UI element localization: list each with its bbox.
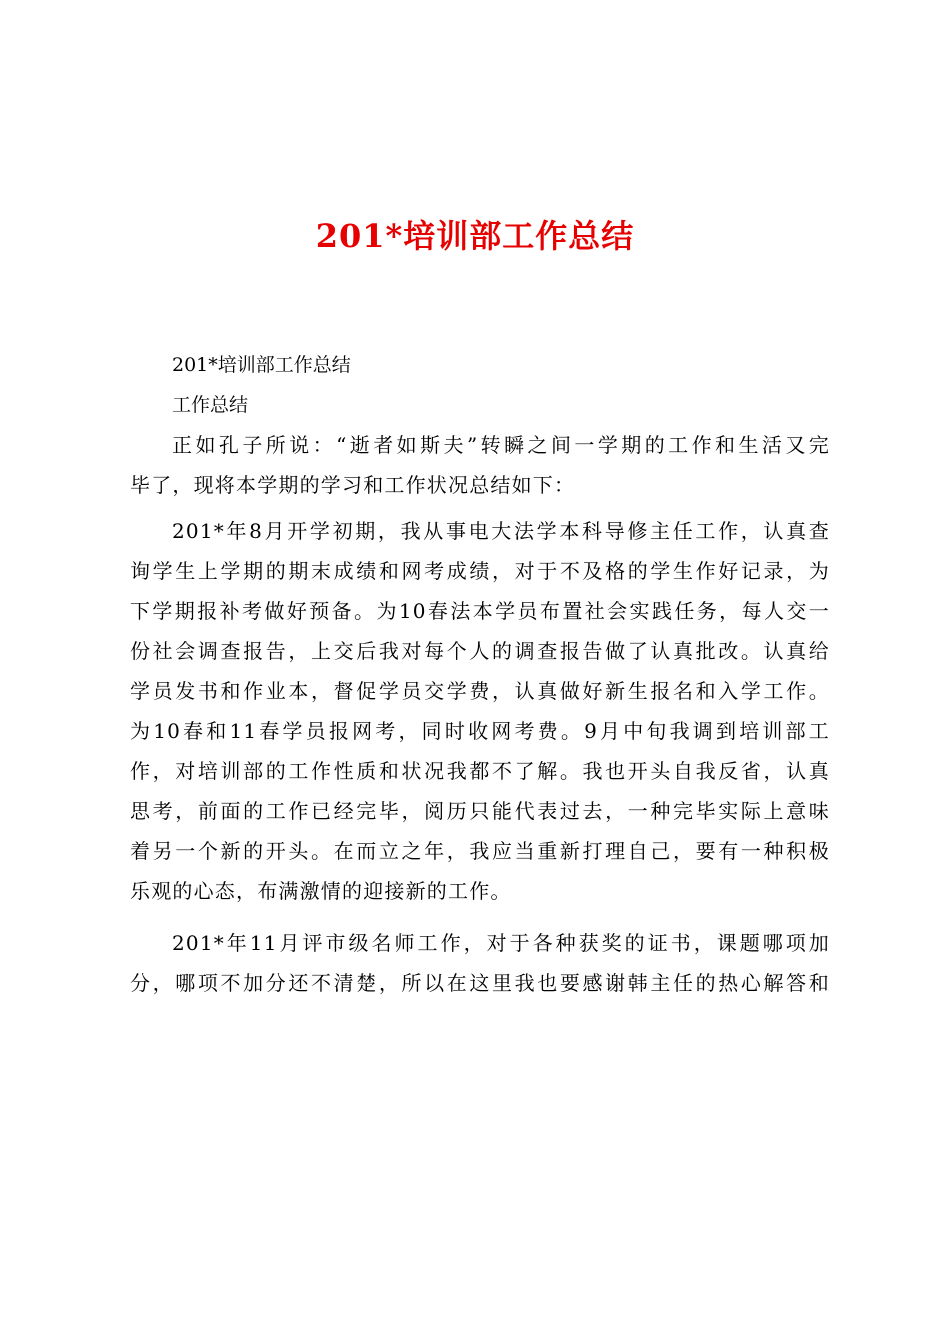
paragraph-line: 下学期报补考做好预备。为10春法本学员布置社会实践任务，每人交一 (130, 599, 830, 623)
paragraph-line: 乐观的心态，布满激情的迎接新的工作。 (130, 879, 512, 903)
document-body (130, 345, 830, 1003)
paragraph-line: 份社会调查报告，上交后我对每个人的调查报告做了认真批改。认真给 (130, 639, 830, 663)
paragraph-line: 201*年11月评市级名师工作，对于各种获奖的证书，课题哪项加 (172, 931, 830, 955)
document-title: 201*培训部工作总结 (315, 217, 635, 255)
paragraph-august (130, 511, 830, 911)
paragraph-november (130, 923, 830, 1003)
paragraph-line: 作，对培训部的工作性质和状况我都不了解。我也开头自我反省，认真 (130, 759, 830, 783)
paragraph-line: 201*年8月开学初期，我从事电大法学本科导修主任工作，认真查 (172, 519, 830, 543)
paragraph-line: 正如孔子所说：“逝者如斯夫”转瞬之间一学期的工作和生活又完 (172, 433, 830, 457)
paragraph-line: 思考，前面的工作已经完毕，阅历只能代表过去，一种完毕实际上意味 (130, 799, 830, 823)
paragraph-line: 毕了，现将本学期的学习和工作状况总结如下： (130, 473, 576, 497)
section-heading: 工作总结 (172, 394, 249, 416)
paragraph-line: 着另一个新的开头。在而立之年，我应当重新打理自己，要有一种积极 (130, 839, 830, 863)
paragraph-line: 为10春和11春学员报网考，同时收网考费。9月中旬我调到培训部工 (130, 719, 830, 743)
document-subtitle: 201*培训部工作总结 (172, 354, 351, 376)
paragraph-line: 学员发书和作业本，督促学员交学费，认真做好新生报名和入学工作。 (130, 679, 830, 703)
paragraph-line: 询学生上学期的期末成绩和网考成绩，对于不及格的学生作好记录，为 (130, 559, 830, 583)
paragraph-line: 分，哪项不加分还不清楚，所以在这里我也要感谢韩主任的热心解答和 (130, 971, 830, 995)
paragraph-intro (130, 425, 830, 505)
